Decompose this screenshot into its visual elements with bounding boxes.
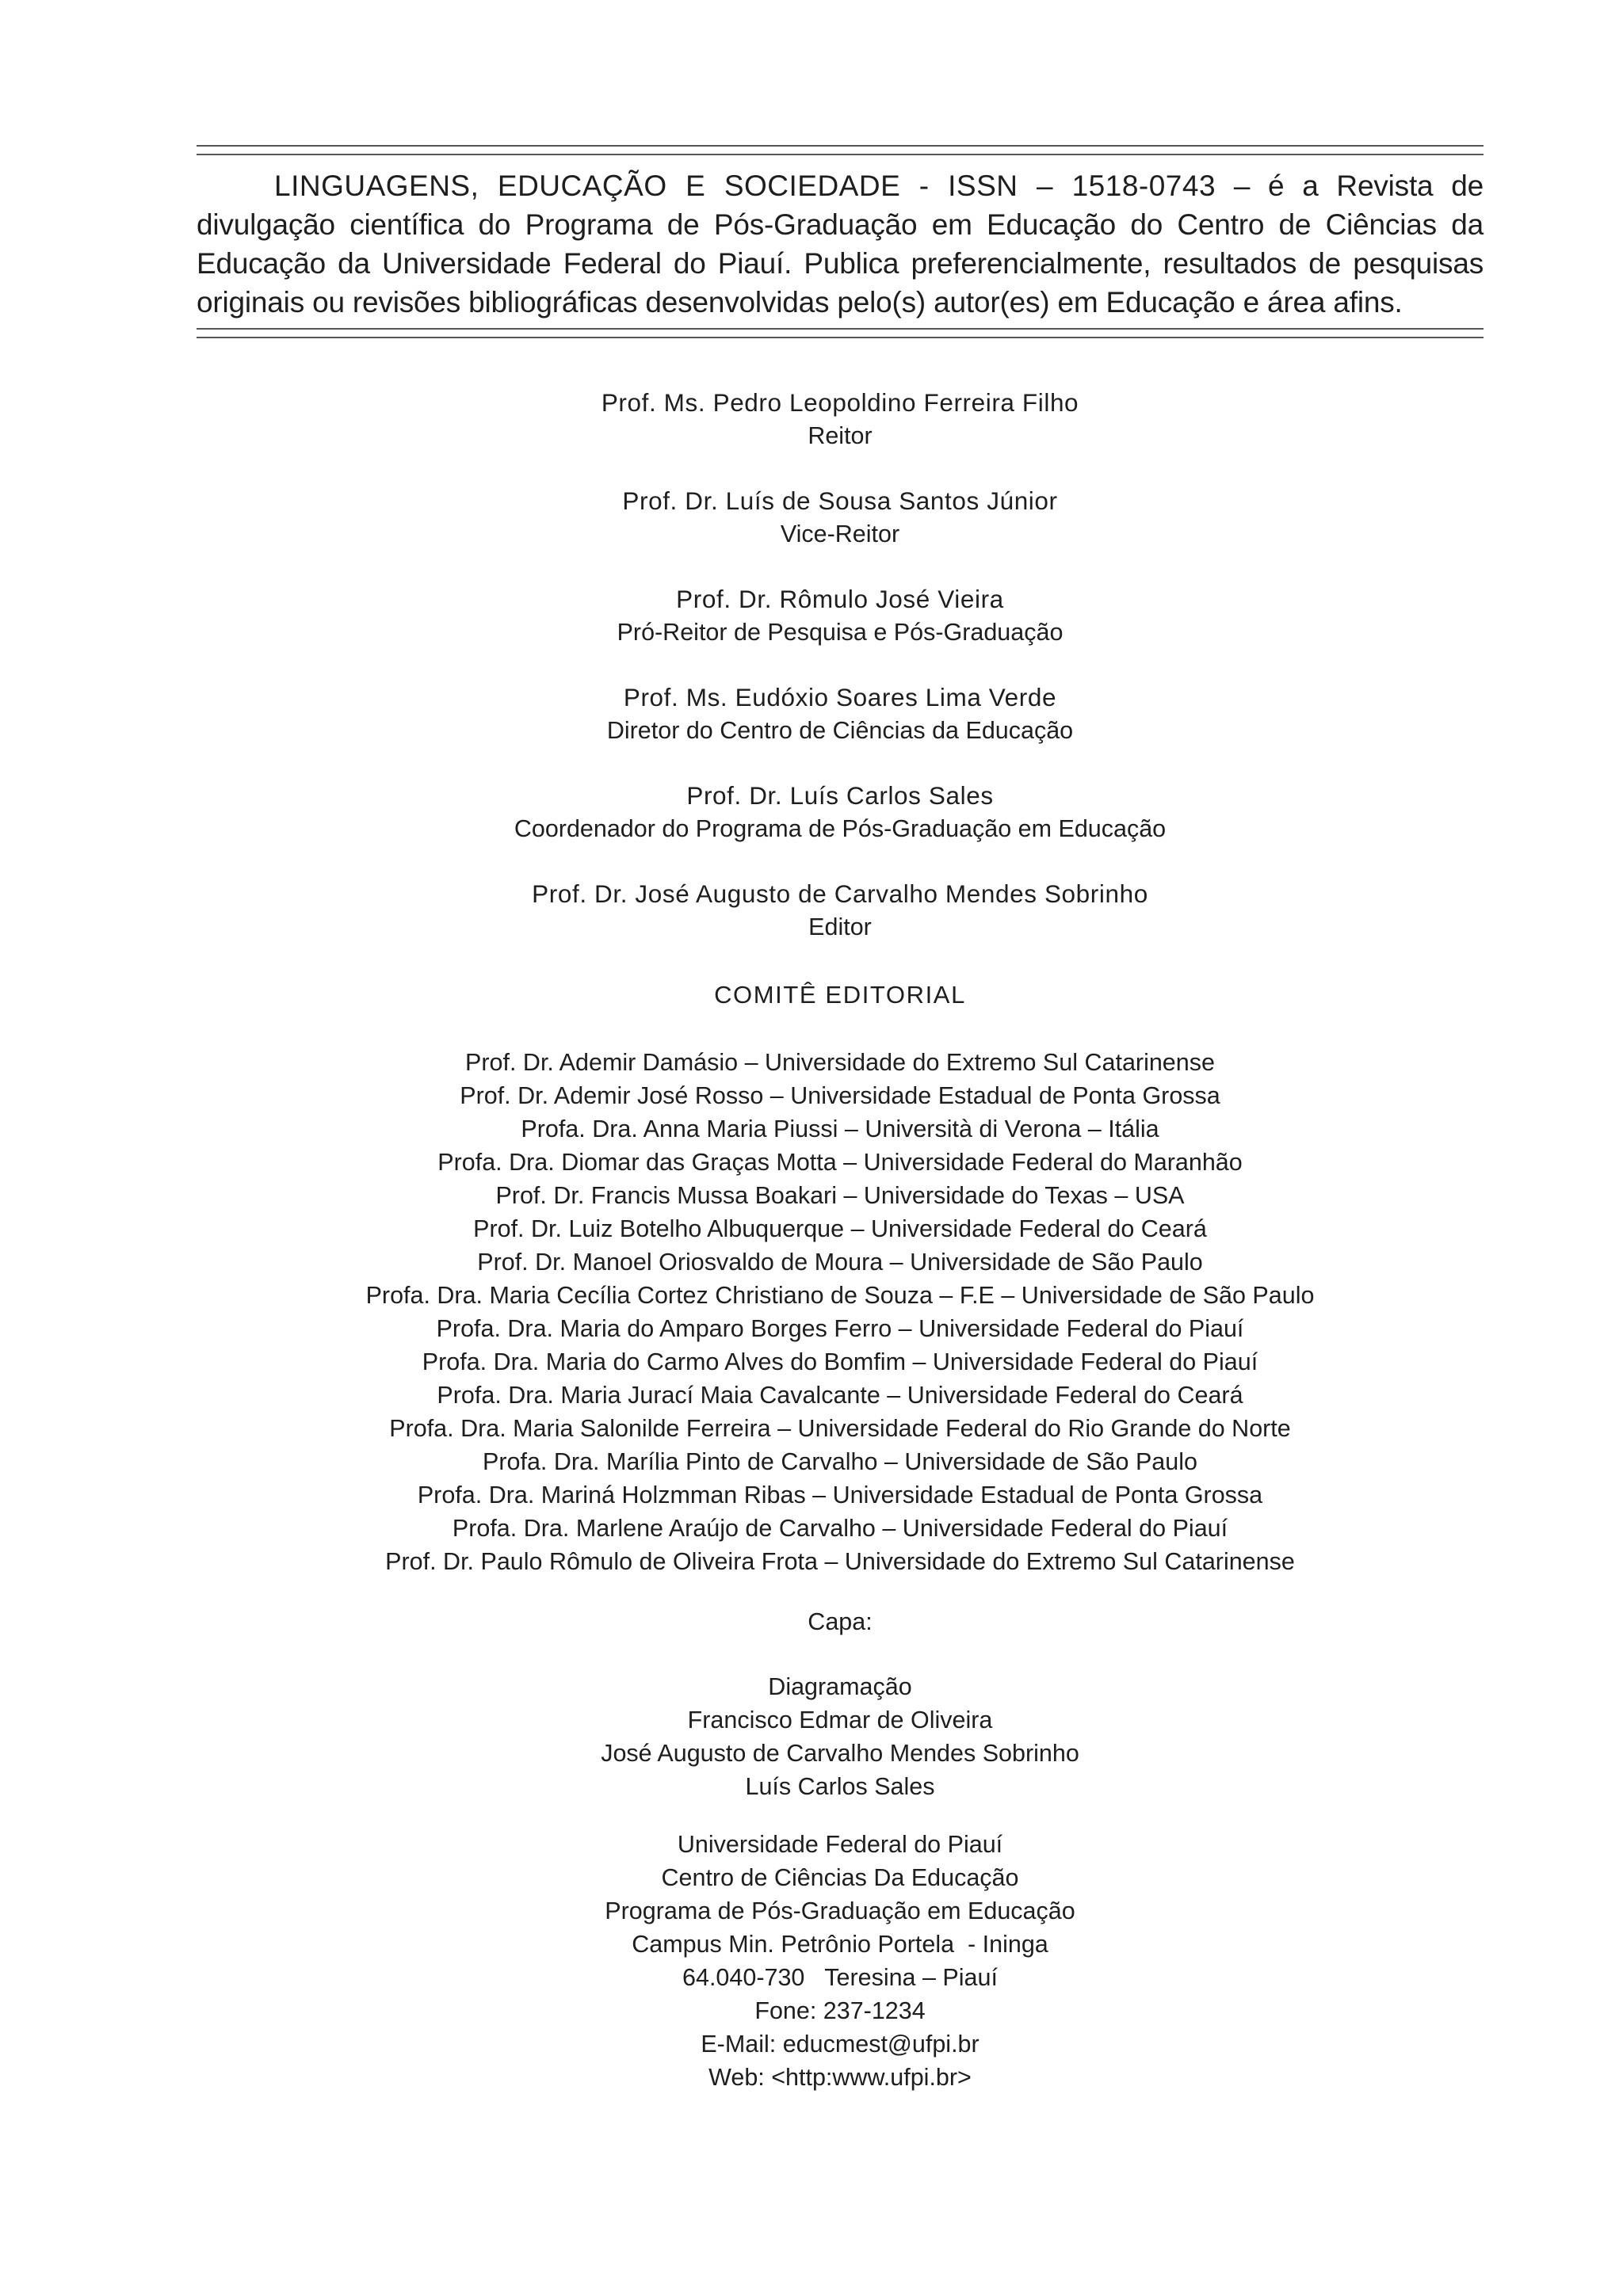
staff-role: Diretor do Centro de Ciências da Educação: [606, 717, 1074, 744]
top-double-rule: [197, 145, 1484, 155]
committee-member: Profa. Dra. Mariná Holzmman Ribas – Universidade Estadual de Ponta Grossa: [417, 1482, 1263, 1508]
staff-entry: [197, 386, 1484, 452]
staff-name: Prof. Dr. Rômulo José Vieira: [676, 585, 1004, 613]
committee-member: Profa. Dra. Marília Pinto de Carvalho – Universidade de São Paulo: [483, 1448, 1197, 1475]
staff-name: Prof. Dr. José Augusto de Carvalho Mendes Sobrinho: [532, 879, 1148, 908]
address-line: Campus Min. Petrônio Portela - Ininga: [632, 1931, 1048, 1958]
committee-member: Prof. Dr. Luiz Botelho Albuquerque – Universidade Federal do Ceará: [473, 1215, 1207, 1242]
staff-role: Coordenador do Programa de Pós-Graduação em Educação: [514, 815, 1167, 842]
diagramacao-credit: [197, 1670, 1484, 1803]
address-line: Programa de Pós-Graduação em Educação: [605, 1897, 1075, 1924]
staff-entry: [197, 582, 1484, 649]
staff-role: Pró-Reitor de Pesquisa e Pós-Graduação: [617, 619, 1064, 646]
capa-label: Capa:: [808, 1608, 873, 1635]
staff-list: [197, 386, 1484, 975]
staff-name: Prof. Ms. Pedro Leopoldino Ferreira Filho: [601, 388, 1079, 417]
staff-role: Vice-Reitor: [780, 521, 900, 547]
address-line: Centro de Ciências Da Educação: [661, 1864, 1019, 1891]
credits: [197, 1605, 1484, 1835]
journal-description-text: – é a Revista de divulgação científica do Programa de Pós-Graduação em Educação do Centro de Ciências da Educação da Universidade Federal do Piauí. Publica preferencialmente, resultados de pesquisas originais ou revisões bibliográficas desenvolvidas pelo(s) autor(es) em Educação e área afins.: [197, 170, 1484, 318]
diagramacao-name: Luís Carlos Sales: [745, 1773, 935, 1800]
address-line: Fone: 237-1234: [754, 1997, 926, 2024]
staff-entry: [197, 681, 1484, 747]
committee-member: Prof. Dr. Paulo Rômulo de Oliveira Frota – Universidade do Extremo Sul Catarinense: [385, 1548, 1295, 1575]
staff-name: Prof. Ms. Eudóxio Soares Lima Verde: [623, 683, 1057, 711]
committee-member: Prof. Dr. Ademir Damásio – Universidade do Extremo Sul Catarinense: [465, 1049, 1215, 1076]
journal-name: LINGUAGENS, EDUCAÇÃO E SOCIEDADE - ISSN – 1518-0743: [274, 170, 1216, 202]
committee-member: Profa. Dra. Anna Maria Piussi – Università di Verona – Itália: [521, 1116, 1159, 1142]
rule-line: [197, 337, 1484, 338]
web-line: Web: <http:www.ufpi.br>: [708, 2064, 972, 2091]
address-line: Universidade Federal do Piauí: [677, 1831, 1003, 1858]
staff-entry: [197, 877, 1484, 944]
capa-credit: [197, 1605, 1484, 1638]
staff-role: Editor: [808, 913, 872, 940]
rule-line: [197, 328, 1484, 330]
staff-name: Prof. Dr. Luís de Sousa Santos Júnior: [622, 486, 1058, 515]
committee-member: Prof. Dr. Manoel Oriosvaldo de Moura – Universidade de São Paulo: [477, 1249, 1203, 1276]
diagramacao-name: José Augusto de Carvalho Mendes Sobrinho: [601, 1740, 1079, 1767]
staff-name: Prof. Dr. Luís Carlos Sales: [686, 781, 994, 810]
staff-entry: [197, 484, 1484, 551]
committee-member: Profa. Dra. Maria Jurací Maia Cavalcante – Universidade Federal do Ceará: [437, 1382, 1243, 1409]
rule-line: [197, 145, 1484, 147]
diagramacao-label: Diagramação: [768, 1673, 912, 1700]
committee-member: Profa. Dra. Maria do Carmo Alves do Bomfim – Universidade Federal do Piauí: [422, 1348, 1258, 1375]
committee-member: Profa. Dra. Maria Salonilde Ferreira – Universidade Federal do Rio Grande do Norte: [389, 1415, 1291, 1442]
committee-member: Prof. Dr. Ademir José Rosso – Universidade Estadual de Ponta Grossa: [460, 1082, 1220, 1109]
committee-member: Profa. Dra. Maria do Amparo Borges Ferro – Universidade Federal do Piauí: [436, 1315, 1244, 1342]
committee-member: Prof. Dr. Francis Mussa Boakari – Universidade do Texas – USA: [495, 1182, 1185, 1209]
committee-heading: COMITÊ EDITORIAL: [714, 981, 966, 1009]
rule-line: [197, 154, 1484, 155]
committee-member: Profa. Dra. Diomar das Graças Motta – Universidade Federal do Maranhão: [437, 1149, 1243, 1176]
email-line: E-Mail: educmest@ufpi.br: [701, 2031, 980, 2058]
staff-entry: [197, 779, 1484, 845]
staff-role: Reitor: [808, 422, 873, 449]
bottom-double-rule: [197, 328, 1484, 338]
diagramacao-name: Francisco Edmar de Oliveira: [687, 1707, 993, 1733]
journal-description: [197, 166, 1484, 322]
committee-member: Profa. Dra. Marlene Araújo de Carvalho – Universidade Federal do Piauí: [452, 1515, 1228, 1542]
address-block: [197, 1828, 1484, 2094]
address-line: 64.040-730 Teresina – Piauí: [682, 1964, 998, 1991]
committee-list: [197, 1046, 1484, 1578]
committee-member: Profa. Dra. Maria Cecília Cortez Christiano de Souza – F.E – Universidade de São Paulo: [365, 1282, 1315, 1309]
